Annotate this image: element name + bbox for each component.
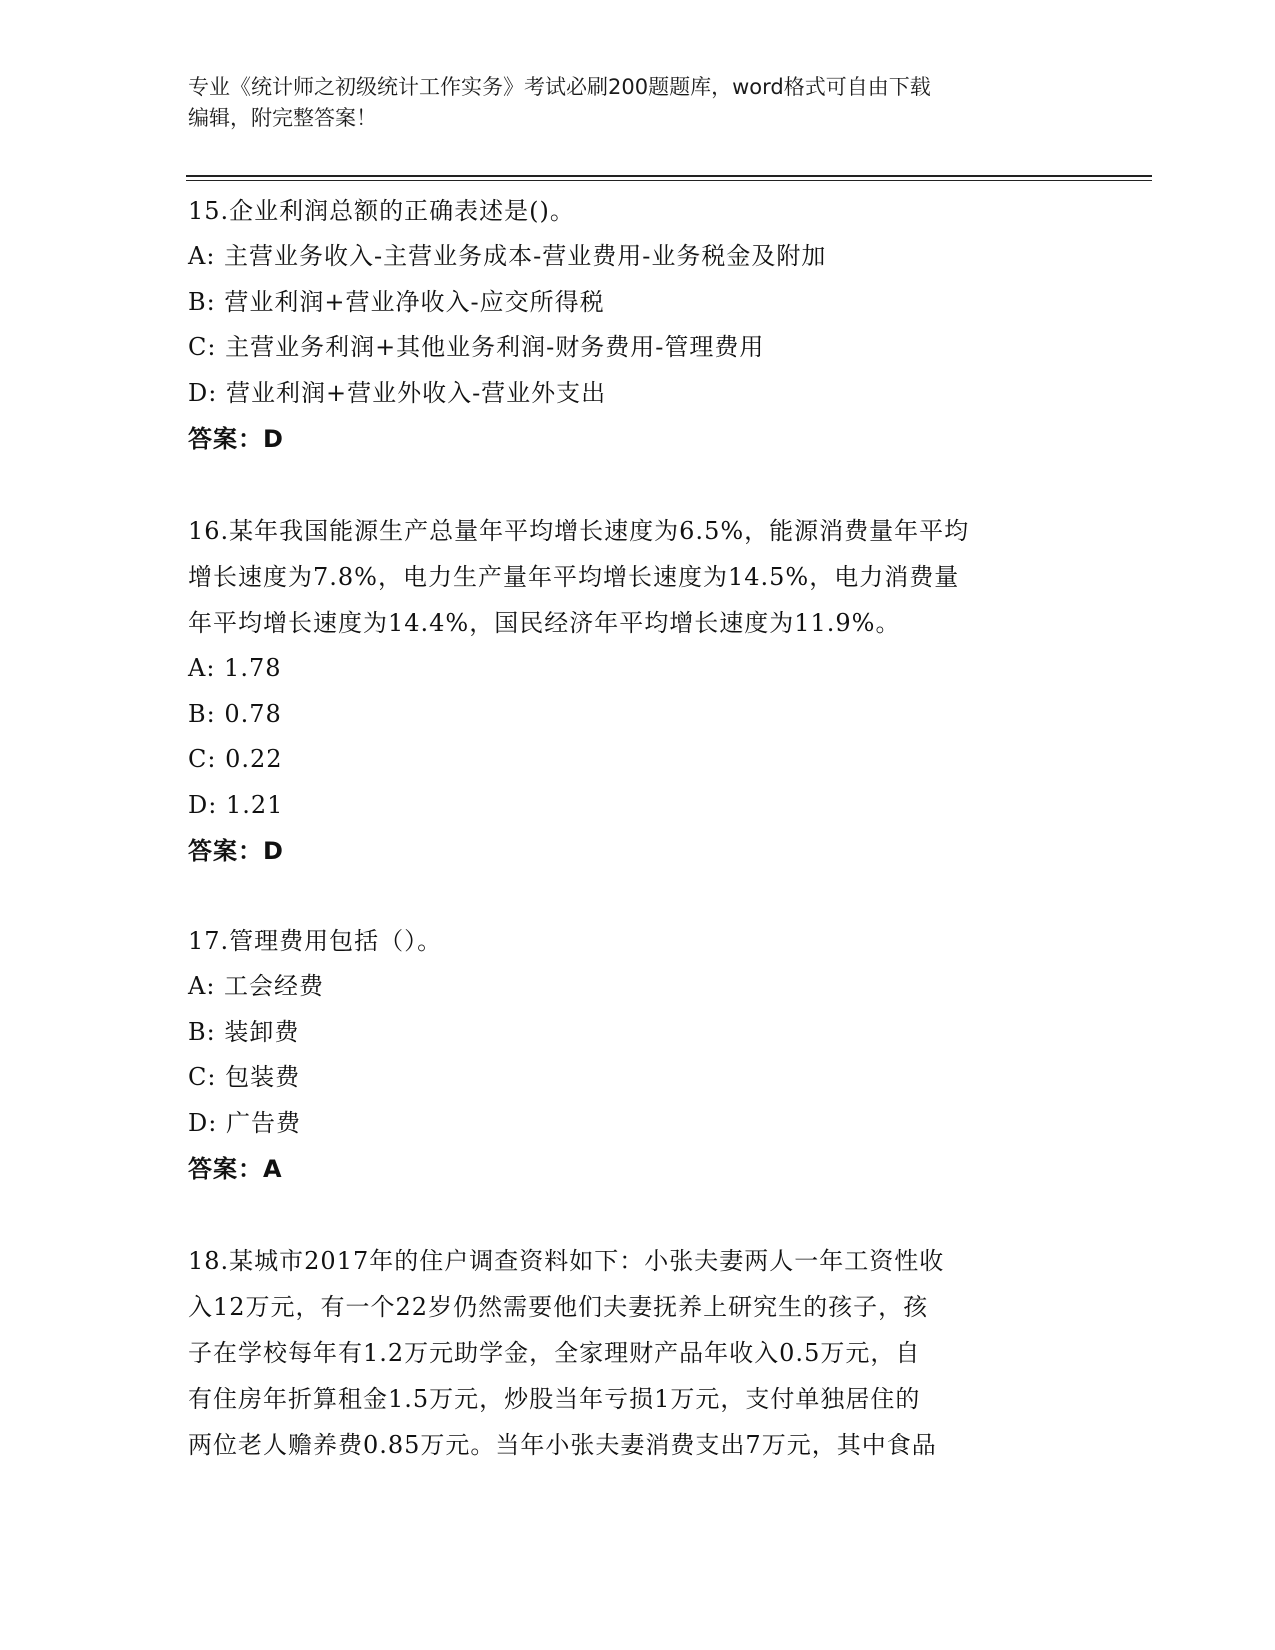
document-header [188, 72, 1088, 134]
answer: 答案：A [188, 1155, 283, 1183]
option-a: A: 主营业务收入-主营业务成本-营业费用-业务税金及附加 [188, 242, 827, 270]
header-divider-thin [186, 180, 1152, 181]
option-c: C: 0.22 [188, 745, 283, 773]
question-stem-line-3: 年平均增长速度为14.4%，国民经济年平均增长速度为11.9%。 [188, 609, 901, 637]
answer: 答案：D [188, 837, 284, 865]
option-b: B: 0.78 [188, 699, 282, 728]
question-17 [188, 918, 1088, 1192]
question-stem-line-1: 18.某城市2017年的住户调查资料如下：小张夫妻两人一年工资性收 [188, 1247, 945, 1275]
question-stem: 17.管理费用包括（）。 [188, 927, 443, 955]
question-stem-line-3: 子在学校每年有1.2万元助学金，全家理财产品年收入0.5万元，自 [188, 1339, 921, 1367]
question-stem-line-2: 入12万元，有一个22岁仍然需要他们夫妻抚养上研究生的孩子，孩 [188, 1293, 929, 1321]
question-stem-line-1: 16.某年我国能源生产总量年平均增长速度为6.5%，能源消费量年平均 [188, 517, 970, 545]
question-18 [188, 1238, 1088, 1468]
header-line-2: 编辑，附完整答案！ [188, 106, 377, 130]
answer: 答案：D [188, 425, 284, 453]
question-16 [188, 508, 1088, 874]
option-c: C: 主营业务利润+其他业务利润-财务费用-管理费用 [188, 333, 765, 361]
header-divider-thick [186, 175, 1152, 177]
option-d: D: 营业利润+营业外收入-营业外支出 [188, 378, 607, 407]
option-a: A: 1.78 [188, 654, 282, 682]
option-d: D: 广告费 [188, 1108, 301, 1137]
question-15 [188, 188, 1088, 462]
option-b: B: 装卸费 [188, 1017, 300, 1046]
option-b: B: 营业利润+营业净收入-应交所得税 [188, 287, 605, 316]
option-a: A: 工会经费 [188, 972, 325, 1000]
question-stem-line-5: 两位老人赡养费0.85万元。当年小张夫妻消费支出7万元，其中食品 [188, 1431, 937, 1459]
question-stem-line-2: 增长速度为7.8%，电力生产量年平均增长速度为14.5%，电力消费量 [188, 563, 960, 591]
option-d: D: 1.21 [188, 790, 284, 819]
option-c: C: 包装费 [188, 1063, 301, 1091]
question-stem: 15.企业利润总额的正确表述是()。 [188, 197, 575, 225]
header-line-1: 专业《统计师之初级统计工作实务》考试必刷200题题库，word格式可自由下载 [188, 75, 931, 99]
question-stem-line-4: 有住房年折算租金1.5万元，炒股当年亏损1万元，支付单独居住的 [188, 1385, 921, 1413]
